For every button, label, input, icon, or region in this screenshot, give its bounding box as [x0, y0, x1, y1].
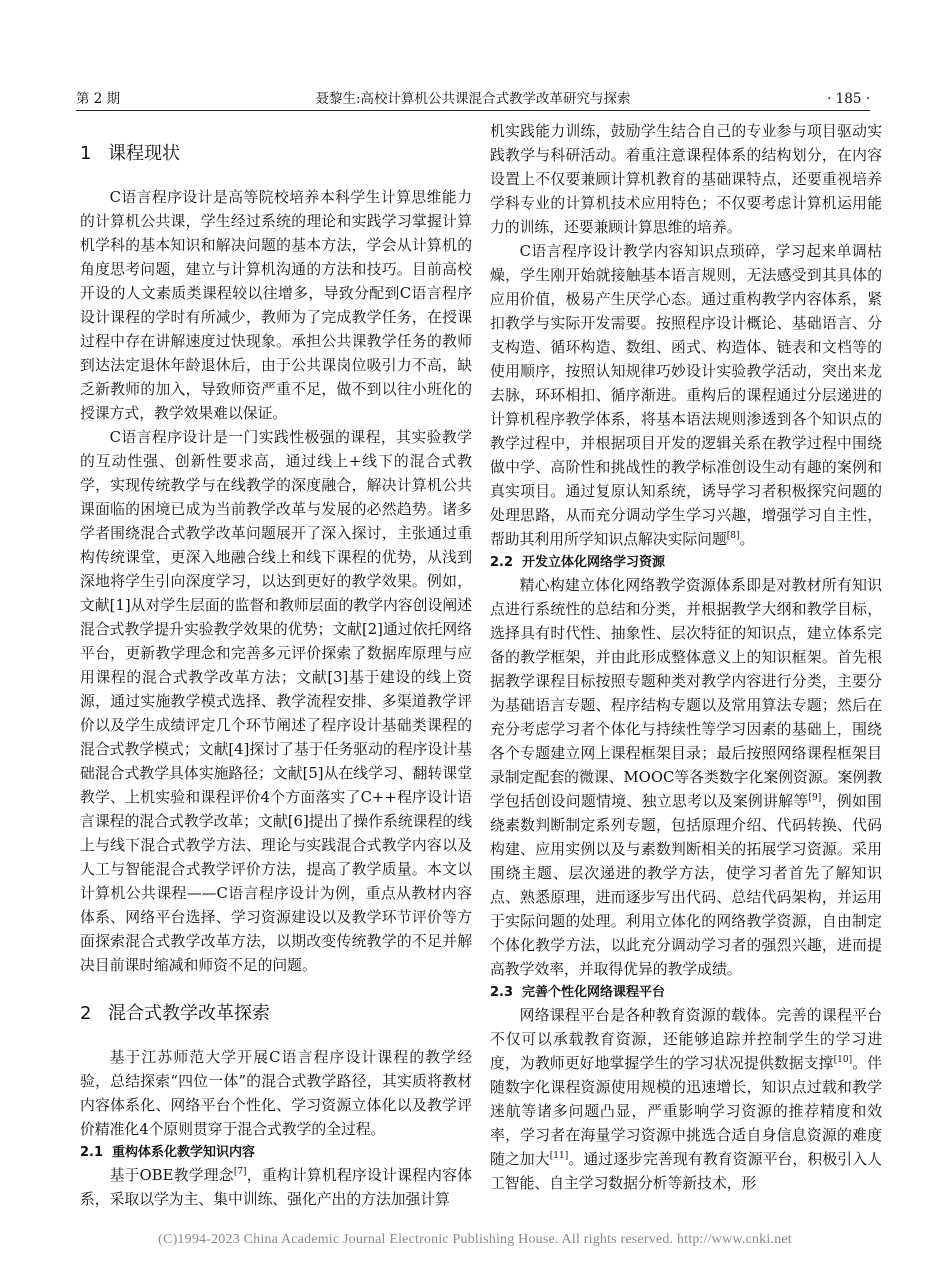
- right-column: [490, 120, 882, 1196]
- subsection-2-1-paragraph-1: 基于OBE教学理念[7]，重构计算机程序设计课程内容体系，采取以学为主、集中训练、强化产出的方法加强计算: [80, 1167, 472, 1208]
- issue-number: 第 2 期: [76, 91, 121, 107]
- citation: [9]: [808, 793, 822, 804]
- subsection-2-1-paragraph-2: C语言程序设计教学内容知识点琐碎，学习起来单调枯燥，学生刚开始就接触基本语言规则，无法感受到其具体的应用价值，极易产生厌学心态。通过重构教学内容体系，紧扣教学与实际开发需要。按照程序设计概论、基础语言、分支构造、循环构造、数组、函式、构造体、链表和文档等的使用顺序，按照认知规律巧妙设计实验教学活动，突出来龙去脉，环环相扣、循序渐进。重构后的课程通过分层递进的计算机程序教学体系，将基本语法规则渗透到各个知识点的教学过程中，并根据项目开发的逻辑关系在教学过程中围绕做中学、高阶性和挑战性的教学标准创设生动有趣的案例和真实项目。通过复原认知系统，诱导学习者积极探究问题的处理思路，从而充分调动学生学习兴趣，增强学习自主性，帮助其利用所学知识点解决实际问题[8]。: [490, 243, 882, 548]
- subsection-2-2-heading: 2.2 开发立体化网络学习资源: [490, 555, 666, 570]
- copyright-footer: (C)1994-2023 China Academic Journal Electronic Publishing House. All rights reserved. http://www.cnki.net: [158, 1232, 792, 1247]
- citation: [7]: [233, 1167, 247, 1178]
- section-1-paragraph-1: C语言程序设计是高等院校培养本科学生计算思维能力的计算机公共课，学生经过系统的理论和实践学习掌握计算机学科的基本知识和解决问题的基本方法，学会从计算机的角度思考问题，建立与计算机沟通的方法和技巧。目前高校开设的人文素质类课程较以往增多，导致分配到C语言程序设计课程的学时有所减少，教师为了完成教学任务，在授课过程中存在讲解速度过快现象。承担公共课教学任务的教师到达法定退休年龄退休后，由于公共课岗位吸引力不高，缺乏新教师的加入，导致师资严重不足，做不到以往小班化的授课方式，教学效果难以保证。: [80, 189, 472, 422]
- subsection-2-2-paragraph: 精心构建立体化网络教学资源体系即是对教材所有知识点进行系统性的总结和分类，并根据教学大纲和教学目标，选择具有时代性、抽象性、层次特征的知识点，建立体系完备的教学框架，并由此形成整体意义上的知识框架。首先根据教学课程目标按照专题种类对教学内容进行分类，主要分为基础语言专题、程序结构专题以及常用算法专题；然后在充分考虑学习者个体化与持续性等学习因素的基础上，围绕各个专题建立网上课程框架目录；最后按照网络课程框架目录制定配套的微课、MOOC等各类数字化案例资源。案例教学包括创设问题情境、独立思考以及案例讲解等[9]，例如围绕素数判断制定系列专题，包括原理介绍、代码转换、代码构建、应用实例以及与素数判断相关的拓展学习资源。采用围绕主题、层次递进的教学方法，使学习者首先了解知识点、熟悉原理，进而逐步写出代码、总结代码架构，并运用于实际问题的处理。利用立体化的网络教学资源，自由制定个体化教学方法，以此充分调动学习者的强烈兴趣，进而提高教学效率，并取得优异的教学成绩。: [490, 577, 882, 978]
- citation: [11]: [549, 1151, 569, 1162]
- subsection-2-1-continuation: 机实践能力训练，鼓励学生结合自己的专业参与项目驱动实践教学与科研活动。着重注意课程体系的结构划分，在内容设置上不仅要兼顾计算机教育的基础课特点，还要重视培养学科专业的计算机技术应用特色；不仅要考虑计算机运用能力的训练，还要兼顾计算思维的培养。: [490, 123, 882, 236]
- left-column: [80, 118, 472, 1212]
- section-1-heading: 1 课程现状: [80, 143, 180, 164]
- subsection-2-3-paragraph: 网络课程平台是各种教育资源的载体。完善的课程平台不仅可以承载教育资源，还能够追踪并控制学生的学习进度，为教师更好地掌握学生的学习状况提供数据支撑[10]。伴随数字化课程资源使用规模的迅速增长，知识点过载和教学迷航等诸多问题凸显，严重影响学习资源的推荐精度和效率，学习者在海量学习资源中挑选合适自身信息资源的难度随之加大[11]。通过逐步完善现有教育资源平台，积极引入人工智能、自主学习数据分析等新技术，形: [490, 1007, 882, 1192]
- running-header: [76, 88, 870, 111]
- subsection-2-3-heading: 2.3 完善个性化网络课程平台: [490, 985, 666, 1000]
- page-number: · 185 ·: [827, 91, 870, 107]
- section-2-heading: 2 混合式教学改革探索: [80, 1003, 270, 1024]
- section-1-paragraph-2: C语言程序设计是一门实践性极强的课程，其实验教学的互动性强、创新性要求高，通过线上+线下的混合式教学，实现传统教学与在线教学的深度融合，解决计算机公共课面临的困境已成为当前教学改革与发展的必然趋势。诸多学者围绕混合式教学改革问题展开了深入探讨，主张通过重构传统课堂，更深入地融合线上和线下课程的优势，从浅到深地将学生引向深度学习，以达到更好的教学效果。例如，文献[1]从对学生层面的监督和教师层面的教学内容创设阐述混合式教学提升实验教学效果的优势；文献[2]通过依托网络平台，更新教学理念和完善多元评价探索了数据库原理与应用课程的混合式教学改革方法；文献[3]基于建设的线上资源，通过实施教学模式选择、教学流程安排、多渠道教学评价以及学生成绩评定几个环节阐述了程序设计基础类课程的混合式教学模式；文献[4]探讨了基于任务驱动的程序设计基础混合式教学具体实施路径；文献[5]从在线学习、翻转课堂教学、上机实验和课程评价4个方面落实了C++程序设计语言课程的混合式教学改革；文献[6]提出了操作系统课程的线上与线下混合式教学方法、理论与实践混合式教学内容以及人工与智能混合式教学评价方法，提高了教学质量。本文以计算机公共课程——C语言程序设计为例，重点从教材内容体系、网络平台选择、学习资源建设以及教学环节评价等方面探索混合式教学改革方法，以期改变传统教学的不足并解决目前课时缩减和师资不足的问题。: [80, 429, 472, 974]
- citation: [10]: [833, 1055, 853, 1066]
- section-2-intro: 基于江苏师范大学开展C语言程序设计课程的教学经验，总结探索“四位一体”的混合式教学路径，其实质将教材内容体系化、网络平台个性化、学习资源立体化以及教学评价精准化4个原则贯穿于混合式教学的全过程。: [80, 1049, 472, 1138]
- citation: [8]: [726, 531, 740, 542]
- subsection-2-1-heading: 2.1 重构体系化教学知识内容: [80, 1145, 256, 1160]
- running-title: 聂黎生:高校计算机公共课混合式教学改革研究与探索: [315, 91, 631, 107]
